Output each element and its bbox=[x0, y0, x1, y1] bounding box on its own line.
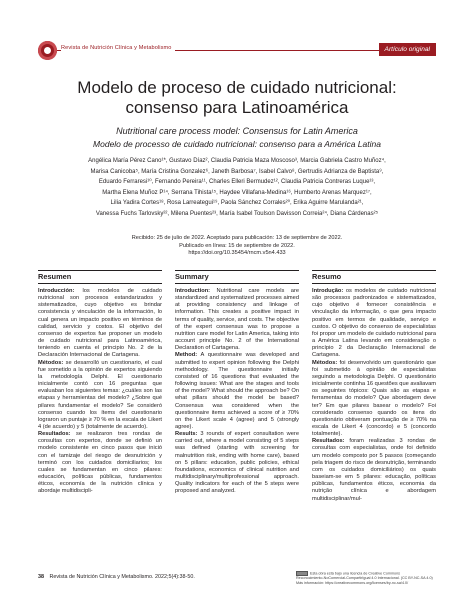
abstract-paragraph bbox=[312, 288, 436, 360]
abstract-paragraph bbox=[312, 438, 436, 502]
subtitle-english: Nutritional care process model: Consensus for Latin America bbox=[116, 126, 358, 136]
abstract-paragraph bbox=[38, 431, 162, 495]
abstract-body bbox=[175, 288, 299, 496]
abstract-heading: Resumo bbox=[312, 270, 436, 284]
paragraph-lead: Introduction: bbox=[175, 288, 211, 294]
author-line: Lilia Yadira Cortes¹⁸, Rosa Larreategui¹⁹, Paola Sánchez Corrales²⁰, Erika Aguirre Marulanda²¹, bbox=[110, 200, 364, 207]
paragraph-lead: Introdução: bbox=[312, 288, 344, 294]
subtitle-portuguese: Modelo de processo de cuidado nutricional: consenso para a América Latina bbox=[93, 139, 381, 149]
paragraph-lead: Resultados: bbox=[312, 438, 345, 445]
abstract-paragraph bbox=[175, 431, 299, 495]
abstract-spanish bbox=[38, 270, 162, 496]
paragraph-text: A questionnaire was developed and submitted to expert opinion following the Delphi methodology. The questionnaire initially consisted of 16 questions that evaluated the following issues: What are the stages and tools of the model? What should the approach be? On what pillars should the model be based? Consensus was considered when the questionnaire items achieved a score of ≥ 70% on the Likert scale 4 (agree) and 5 (strongly agree). bbox=[175, 352, 299, 430]
paragraph-text: foram realizadas 3 rondas de consultas com especialistas, onde foi definido um modelo composto por 5 passos (começando pela triagem do risco de desnutrição, terminando com os cuidados domiciliários) os quais baseiam-se em 5 pilares: educação, políticas públicas, fundamentos éticos, economia da nutrição clínica e abordagem multidisciplinar/mul- bbox=[312, 438, 436, 502]
license-notice bbox=[296, 571, 436, 585]
author-line: Angélica María Pérez Cano¹*, Gustavo Díaz², Claudia Patricia Maza Moscoso³, Marcia Gabriela Castro Muñoz⁴, bbox=[88, 158, 386, 164]
author-line: Martha Elena Muñoz P¹⁴, Serrana Tihista¹⁵, Haydee Villafana-Medina¹⁶, Humberto Arenas Marquez¹⁷, bbox=[102, 189, 372, 196]
journal-header bbox=[0, 36, 474, 66]
doi-link[interactable]: https://doi.org/10.35454/rncm.v5n4.433 bbox=[188, 250, 286, 257]
paragraph-lead: Métodos: bbox=[38, 359, 64, 366]
paragraph-lead: Métodos: bbox=[312, 359, 338, 366]
publication-dates bbox=[38, 235, 436, 258]
journal-logo-icon bbox=[38, 41, 57, 60]
paragraph-text: se desarrolló un cuestionario, el cual fue sometido a la opinión de expertos siguiendo la metodología Delphi. El cuestionario inicialmente contó con 16 preguntas que evaluaban los siguientes temas: ¿cuáles son las etapas y herramientas del modelo? ¿Sobre qué pilares fundamentar el modelo? Se consideró consenso cuando los ítems del cuestionario lograron un puntaje ≥ 70 % en la escala de Likert 4 (de acuerdo) y 5 (totalmente de acuerdo). bbox=[38, 359, 162, 430]
paragraph-lead: Method: bbox=[175, 352, 198, 359]
license-link[interactable]: Más información: https://creativecommons.org/licenses/by-nc-sa/4.0/ bbox=[296, 580, 409, 585]
page-number: 38 bbox=[38, 574, 44, 580]
abstract-paragraph bbox=[38, 360, 162, 432]
abstract-heading: Summary bbox=[175, 270, 299, 284]
license-text: Esta obra está bajo una licencia de Creative Commons bbox=[310, 571, 400, 576]
title-line-1: Modelo de proceso de cuidado nutricional: bbox=[77, 78, 397, 97]
paragraph-lead: Results: bbox=[175, 431, 198, 438]
page-footer bbox=[38, 574, 195, 581]
abstract-english bbox=[175, 270, 299, 496]
paragraph-text: Nutritional care models are standardized and systematized processes aimed at providing consistency and linkage of information. This creates a positive impact in terms of quality, service, and costs. The objective of the expert consensus was to propose a nutrition care model for Latin America, taking into account principle No. 2 of the International Declaration of Cartagena. bbox=[175, 288, 299, 352]
published-online: Publicado en línea: 15 de septiembre de 2022. bbox=[179, 242, 295, 249]
author-line: Marisa Canicoba⁵, María Cristina Gonzalez⁶, Janeth Barbosa⁷, Isabel Calvo⁸, Gertrudis Adrianza de Baptista⁹, bbox=[90, 168, 384, 175]
paragraph-lead: Resultados: bbox=[38, 431, 71, 438]
abstract-paragraph bbox=[38, 288, 162, 360]
author-line: Eduardo Ferraresi¹⁰, Fernando Pereira¹¹, Charles Elleri Bermudez¹², Claudia Patricia Contreras Luque¹³, bbox=[98, 179, 376, 186]
license-line: Reconocimiento-NoComercial-CompartirIgual 4.0 Internacional. (CC BY-NC-SA 4.0) bbox=[296, 576, 433, 581]
journal-name: Revista de Nutrición Clínica y Metabolismo bbox=[61, 45, 175, 51]
abstract-paragraph bbox=[175, 352, 299, 431]
paragraph-text: os modelos de cuidado nutricional são processos padronizados e sistematizados, cujo objetivo é fornecer consistência e vinculação da informação, o que gera impacto positivo em termos de qualidade, serviço e custos. O objetivo do consenso de especialistas foi propor um modelo de cuidado nutricional para a América Latina levando em consideração o princípio 2 da Declaração Internacional de Cartagena. bbox=[312, 288, 436, 359]
abstract-body bbox=[312, 288, 436, 503]
author-list bbox=[52, 156, 422, 220]
abstract-body bbox=[38, 288, 162, 496]
paragraph-text: 3 rounds of expert consultation were carried out, where a model consisting of 5 steps was defined (starting with screening for malnutrition risk, ending with home care), based on 5 pillars: education, public policies, ethical foundations, economics of clinical nutrition and multidisciplinary/multiprofessional approach. Quality indicators for each of the 5 steps were proposed and analyzed. bbox=[175, 431, 299, 495]
journal-citation: Revista de Nutrición Clínica y Metabolismo. 2022;5(4):38-50. bbox=[49, 574, 195, 580]
abstract-heading: Resumen bbox=[38, 270, 162, 284]
paragraph-text: se realizaron tres rondas de consultas con expertos, donde se definió un modelo consistente en cinco pasos que inició con el tamizaje del riesgo de desnutrición y terminó con los cuidados domiciliarios; los cuales se fundamentan en cinco pilares: educación, políticas públicas, fundamentos éticos, economía de la nutrición clínica y abordaje multidiscipli- bbox=[38, 431, 162, 495]
paragraph-text: foi desenvolvido um questionário que foi submetido à opinião de especialistas seguindo a metodologia Delphi. O questionário inicialmente continha 16 questões que avaliavam os seguintes tópicos: Quais são as etapas e ferramentas do modelo? Que abordagem deve ter? Em que pilares basear o modelo? Foi considerado consenso quando os itens do questionário obtiveram pontuação de ≥ 70% na escala de Likert 4 (concordo) e 5 (concordo totalmente). bbox=[312, 359, 436, 438]
section-badge: Artículo original bbox=[379, 43, 436, 56]
paragraph-text: los modelos de cuidado nutricional son procesos estandarizados y sistematizados, cuyo objetivo es brindar consistencia y vinculación de la información, lo cual genera un impacto positivo en términos de calidad, servicio y costos. El objetivo del consenso de expertos fue proponer un modelo de cuidado nutricional para Latinoamérica, teniendo en cuenta el principio No. 2 de la Declaración Internacional de Cartagena. bbox=[38, 288, 162, 359]
author-line: Vanessa Fuchs Tarlovsky²², Milena Puentes²³, María Isabel Toulson Davisson Correia²⁴, Diana Cárdenas²⁵ bbox=[95, 210, 379, 217]
abstract-portuguese bbox=[312, 270, 436, 503]
abstract-paragraph bbox=[175, 288, 299, 352]
title-line-2: consenso para Latinoamérica bbox=[125, 98, 349, 117]
abstract-paragraph bbox=[312, 360, 436, 439]
paragraph-lead: Introducción: bbox=[38, 288, 75, 294]
article-title bbox=[38, 78, 436, 118]
received-accepted: Recibido: 25 de julio de 2022. Aceptado para publicación: 13 de septiembre de 2022. bbox=[131, 235, 343, 241]
